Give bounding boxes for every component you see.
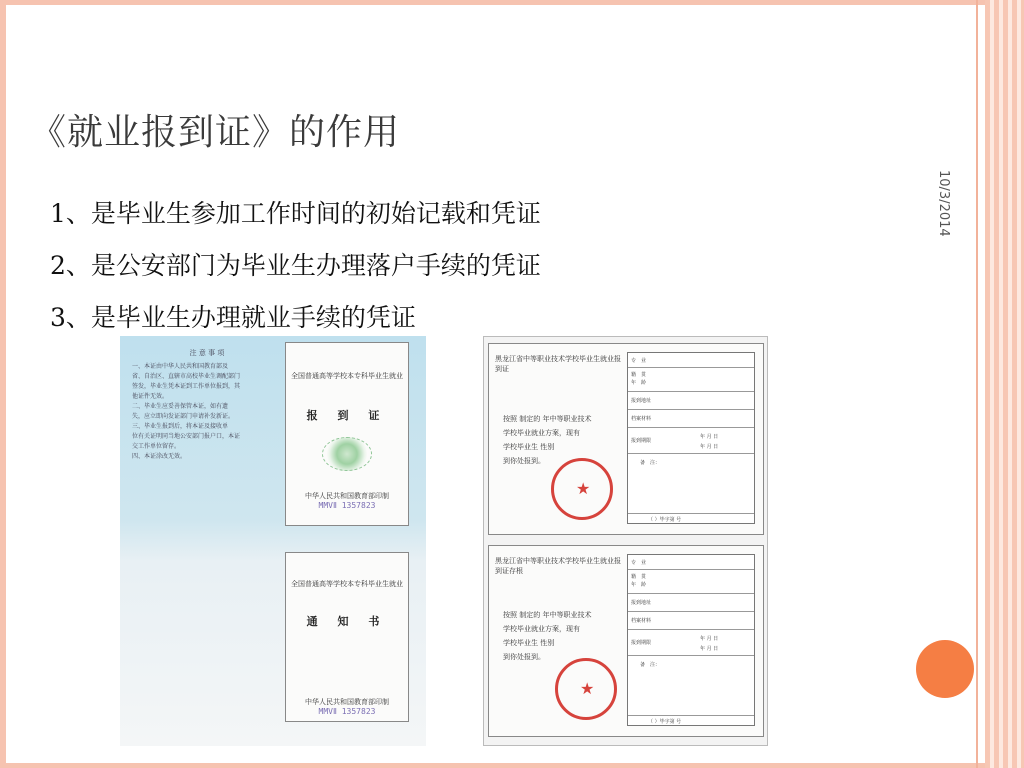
form-label: 报到地址 <box>631 398 652 404</box>
certificate-photo-left <box>120 336 426 746</box>
form-label: 年 龄 <box>631 582 647 588</box>
notes-line: 一、本证由中华人民共和国教育部及 <box>132 363 229 370</box>
slide-frame-left <box>0 0 6 768</box>
form-table <box>627 554 755 726</box>
form-label: 备 注： <box>640 460 661 466</box>
report-certificate-page <box>285 342 409 526</box>
body-line: 学校毕业就业方案，现有 <box>503 625 580 633</box>
body-line: 按照 制定的 年中等职业技术 <box>503 611 592 619</box>
bullet-item: 2、是公安部门为毕业生办理落户手续的凭证 <box>50 251 541 280</box>
form-table <box>627 352 755 524</box>
notice-header: 全国普通高等学校本专科毕业生就业 <box>291 580 403 588</box>
cert-title: 报 到 证 <box>306 409 388 422</box>
form-label: 档案材料 <box>631 618 652 624</box>
cert-header: 全国普通高等学校本专科毕业生就业 <box>291 372 403 380</box>
rosette-emblem <box>322 437 372 471</box>
bullet-item: 3、是毕业生办理就业手续的凭证 <box>50 303 416 332</box>
form-label: 籍 贯 <box>631 372 647 378</box>
date-mark: 年 月 日 <box>700 444 719 450</box>
form-label: 备 注： <box>640 662 661 668</box>
bottom-header: 黑龙江省中等职业技术学校毕业生就业报到证存根 <box>495 557 621 575</box>
notes-line: 失，应立即向发证部门申请补发新证。 <box>132 413 235 420</box>
top-header: 黑龙江省中等职业技术学校毕业生就业报到证 <box>495 355 621 373</box>
form-label: 报到地址 <box>631 600 652 606</box>
notes-title: 注 意 事 项 <box>189 349 225 357</box>
date-mark: 年 月 日 <box>700 434 719 440</box>
notes-line: 位有关证明同当地公安部门报户口，本证 <box>132 433 241 440</box>
date-mark: 年 月 日 <box>700 646 719 652</box>
slide-frame-bottom <box>0 763 1024 768</box>
red-seal: ★ <box>555 658 617 720</box>
form-label: 年 龄 <box>631 380 647 386</box>
form-label: 专 业 <box>631 358 647 364</box>
decorative-stripes <box>985 0 1024 768</box>
body-line: 学校毕业生 性别 <box>503 443 555 451</box>
body-line: 学校毕业生 性别 <box>503 639 555 647</box>
notice-page <box>285 552 409 722</box>
form-label: 籍 贯 <box>631 574 647 580</box>
decorative-orange-circle <box>916 640 974 698</box>
form-label: 报到期限 <box>631 640 652 646</box>
bullet-list <box>50 188 541 344</box>
notes-line: 交工作单位留存。 <box>132 443 181 450</box>
body-line: 按照 制定的 年中等职业技术 <box>503 415 592 423</box>
notice-footer: 中华人民共和国教育部印制 <box>305 698 389 706</box>
body-line: 学校毕业就业方案，现有 <box>503 429 580 437</box>
body-line: 到你处报到。 <box>503 457 545 465</box>
body-line: 到你处报到。 <box>503 653 545 661</box>
notes-line: 签发，毕业生凭本证到工作单位报到，其 <box>132 383 241 390</box>
notes-text-block <box>132 348 282 462</box>
provincial-certificate-bottom <box>488 545 764 737</box>
form-footer: （ ）毕字第 号 <box>648 517 682 523</box>
cert-serial: MMVⅡ 1357823 <box>318 501 376 510</box>
slide-frame-top <box>0 0 1024 5</box>
notes-line: 他证件无效。 <box>132 393 169 400</box>
slide-date: 10/3/2014 <box>936 170 951 237</box>
date-mark: 年 月 日 <box>700 636 719 642</box>
notes-line: 省、自治区、直辖市高校毕业生调配部门 <box>132 373 241 380</box>
form-label: 专 业 <box>631 560 647 566</box>
notice-title: 通 知 书 <box>306 615 388 628</box>
form-label: 档案材料 <box>631 416 652 422</box>
notes-line: 三、毕业生报到后，将本证及接收单 <box>132 423 229 430</box>
notes-line: 二、毕业生应妥善保管本证，如有遗 <box>132 403 229 410</box>
slide-title: 《就业报到证》的作用 <box>30 112 401 153</box>
form-label: 报到期限 <box>631 438 652 444</box>
cert-footer: 中华人民共和国教育部印制 <box>305 492 389 500</box>
red-seal: ★ <box>551 458 613 520</box>
notes-line: 四、本证涂改无效。 <box>132 453 187 460</box>
certificate-photo-right <box>483 336 768 746</box>
form-footer: （ ）毕字第 号 <box>648 719 682 725</box>
provincial-certificate-top <box>488 343 764 535</box>
bullet-item: 1、是毕业生参加工作时间的初始记载和凭证 <box>50 199 541 228</box>
notice-serial: MMVⅡ 1357823 <box>318 707 376 716</box>
